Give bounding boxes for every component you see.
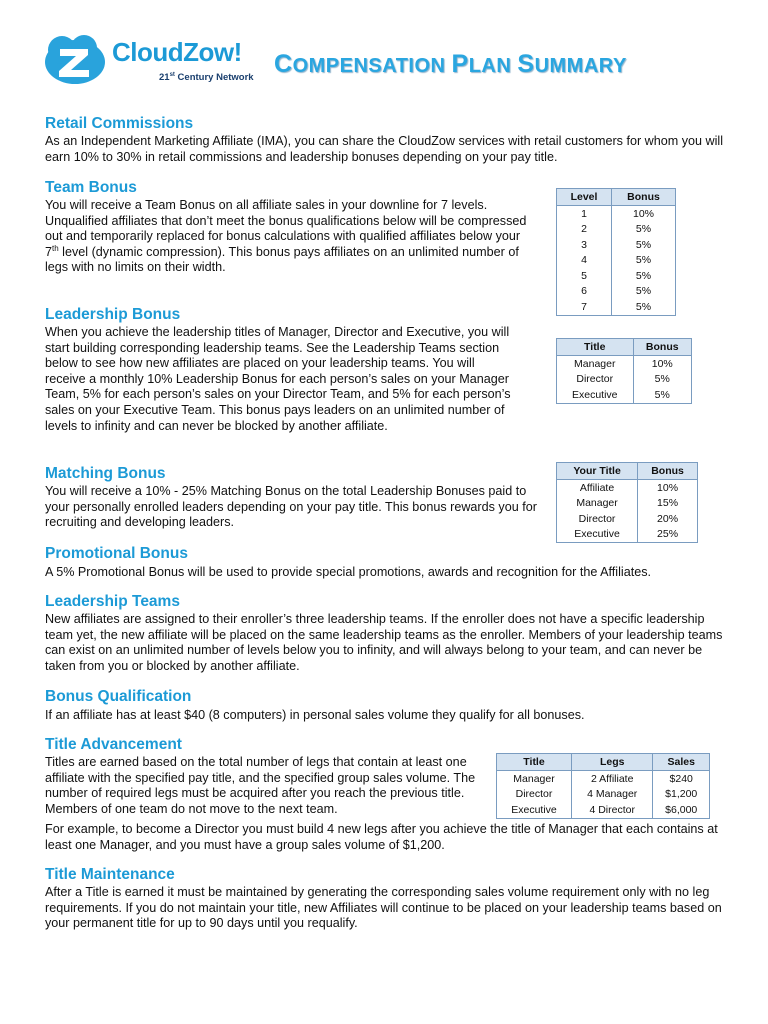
table-cell: Director bbox=[515, 788, 553, 801]
column-header: Title bbox=[497, 754, 572, 771]
retail-heading: Retail Commissions bbox=[45, 115, 194, 132]
title-maintenance-body: After a Title is earned it must be maintained by generating the corresponding sales volume requirement only with no leg requirements. If you do not maintain your title, new Affiliates will continue to be placed on your leadership teams based on your permanent title for up to 90 days until you requalify. bbox=[45, 885, 722, 931]
table-row bbox=[557, 284, 676, 300]
promotional-bonus-body: A 5% Promotional Bonus will be used to provide special promotions, awards and recognition for the Affiliates. bbox=[45, 565, 652, 579]
table-row bbox=[557, 268, 676, 284]
column-header: Sales bbox=[653, 754, 710, 771]
table-cell: Manager bbox=[513, 772, 555, 785]
table-row bbox=[557, 527, 698, 543]
table-cell: 4 bbox=[581, 254, 587, 267]
table-row bbox=[557, 387, 692, 403]
table-cell: Director bbox=[576, 373, 614, 386]
table-row bbox=[557, 356, 692, 372]
table-cell: Manager bbox=[574, 357, 616, 370]
table-cell: 5% bbox=[612, 268, 676, 284]
title-advancement-table bbox=[496, 753, 710, 819]
promotional-bonus-heading: Promotional Bonus bbox=[45, 545, 188, 562]
table-row bbox=[497, 771, 710, 787]
table-row bbox=[557, 222, 676, 238]
table-cell: Manager bbox=[576, 497, 618, 510]
table-cell: $1,200 bbox=[653, 787, 710, 803]
leadership-bonus-table bbox=[556, 338, 692, 404]
leadership-teams-heading: Leadership Teams bbox=[45, 593, 180, 610]
table-cell: 5% bbox=[612, 222, 676, 238]
table-cell: 6 bbox=[581, 285, 587, 298]
team-bonus-heading: Team Bonus bbox=[45, 179, 137, 196]
page-title: COMPENSATION PLAN SUMMARY bbox=[274, 50, 627, 78]
logo-tagline: 21st Century Network bbox=[159, 72, 254, 84]
table-cell: $240 bbox=[653, 771, 710, 787]
table-cell: Director bbox=[578, 512, 616, 525]
column-header: Bonus bbox=[633, 339, 691, 356]
table-cell: 3 bbox=[581, 238, 587, 251]
logo-name: CloudZow! bbox=[112, 37, 242, 67]
column-header: Title bbox=[557, 339, 634, 356]
team-bonus-table bbox=[556, 188, 676, 316]
table-cell: 1 bbox=[581, 207, 587, 220]
matching-bonus-body: You will receive a 10% - 25% Matching Bonus on the total Leadership Bonuses paid to your personally enrolled leaders depending on your pay title. This bonus rewards you for recruiting and developing leaders. bbox=[45, 484, 537, 530]
table-cell: 10% bbox=[633, 356, 691, 372]
table-row bbox=[557, 299, 676, 315]
title-advancement-body: Titles are earned based on the total number of legs that contain at least one affiliate with the specified pay title, and the specified group sales volume. The number of required legs must be acquired after you reach the previous title. Members of one team do not move to the next team. bbox=[45, 755, 476, 816]
table-cell: 5 bbox=[581, 269, 587, 282]
title-advancement-example: For example, to become a Director you must build 4 new legs after you achieve the title of Manager that each contains at least one Manager, and you must have a group sales volume of $1,200. bbox=[45, 822, 718, 852]
column-header: Bonus bbox=[612, 189, 676, 206]
table-row bbox=[497, 802, 710, 818]
table-cell: 2 Affiliate bbox=[572, 771, 653, 787]
team-bonus-body: You will receive a Team Bonus on all affiliate sales in your downline for 7 levels. Unqualified affiliates that don’t meet the bonus qualifications below will be compressed out and temporarily replaced for bonus calculations with qualified affiliates below your 7th level (dynamic compression). This bonus pays affiliates on an unlimited number of legs with no limits on their width. bbox=[45, 198, 527, 275]
column-header: Your Title bbox=[557, 463, 638, 480]
table-cell: 5% bbox=[612, 237, 676, 253]
table-row bbox=[557, 253, 676, 269]
table-cell: 5% bbox=[612, 299, 676, 315]
table-row bbox=[497, 787, 710, 803]
cloudzow-logo bbox=[42, 30, 254, 90]
table-cell: 10% bbox=[612, 206, 676, 222]
retail-body: As an Independent Marketing Affiliate (IMA), you can share the CloudZow services with retail customers for whom you will earn 10% to 30% in retail commissions and leadership bonuses depending on your pay title. bbox=[45, 134, 724, 164]
table-row bbox=[557, 480, 698, 496]
table-row bbox=[557, 206, 676, 222]
table-cell: 4 Director bbox=[572, 802, 653, 818]
table-cell: 2 bbox=[581, 223, 587, 236]
table-cell: Executive bbox=[511, 803, 557, 816]
table-cell: 7 bbox=[581, 300, 587, 313]
matching-bonus-table bbox=[556, 462, 698, 543]
column-header: Legs bbox=[572, 754, 653, 771]
title-advancement-heading: Title Advancement bbox=[45, 736, 182, 753]
matching-bonus-heading: Matching Bonus bbox=[45, 465, 166, 482]
table-cell: Affiliate bbox=[579, 481, 615, 494]
table-row bbox=[557, 372, 692, 388]
table-cell: 15% bbox=[638, 496, 698, 512]
table-cell: Executive bbox=[571, 388, 618, 401]
column-header: Level bbox=[557, 189, 612, 206]
leadership-bonus-body: When you achieve the leadership titles of Manager, Director and Executive, you will start building corresponding leadership teams. See the Leadership Teams section below to see how new affiliates are placed on your leadership teams. You will receive a monthly 10% Leadership Bonus for each person’s sales on your Manager Team, 5% for each person’s sales on your Director Team, and 5% for each person’s sales on your Executive Team. This bonus pays leaders on an unlimited number of levels to infinity and can never be blocked by another affiliate. bbox=[45, 325, 511, 433]
column-header: Bonus bbox=[638, 463, 698, 480]
title-maintenance-heading: Title Maintenance bbox=[45, 866, 175, 883]
table-cell: 5% bbox=[633, 387, 691, 403]
table-cell: 10% bbox=[638, 480, 698, 496]
table-cell: 5% bbox=[612, 284, 676, 300]
table-row bbox=[557, 496, 698, 512]
cloud-z-logo-icon bbox=[42, 34, 108, 86]
table-cell: 5% bbox=[633, 372, 691, 388]
leadership-teams-body: New affiliates are assigned to their enroller’s three leadership teams. If the enroller does not have a specific leadership team yet, the new affiliate will be placed on the same leadership teams as the enroller. Members of your leadership teams can exist on an unlimited number of levels below you to infinity, and will always belong to your team, and can never be taken from you or blocked by another affiliate. bbox=[45, 612, 723, 673]
table-row bbox=[557, 237, 676, 253]
table-cell: 25% bbox=[638, 527, 698, 543]
table-row bbox=[557, 511, 698, 527]
table-cell: 4 Manager bbox=[572, 787, 653, 803]
table-cell: $6,000 bbox=[653, 802, 710, 818]
table-cell: Executive bbox=[574, 528, 620, 541]
leadership-bonus-heading: Leadership Bonus bbox=[45, 306, 181, 323]
bonus-qualification-body: If an affiliate has at least $40 (8 computers) in personal sales volume they qualify for all bonuses. bbox=[45, 708, 585, 722]
table-cell: 5% bbox=[612, 253, 676, 269]
bonus-qualification-heading: Bonus Qualification bbox=[45, 688, 192, 705]
table-cell: 20% bbox=[638, 511, 698, 527]
